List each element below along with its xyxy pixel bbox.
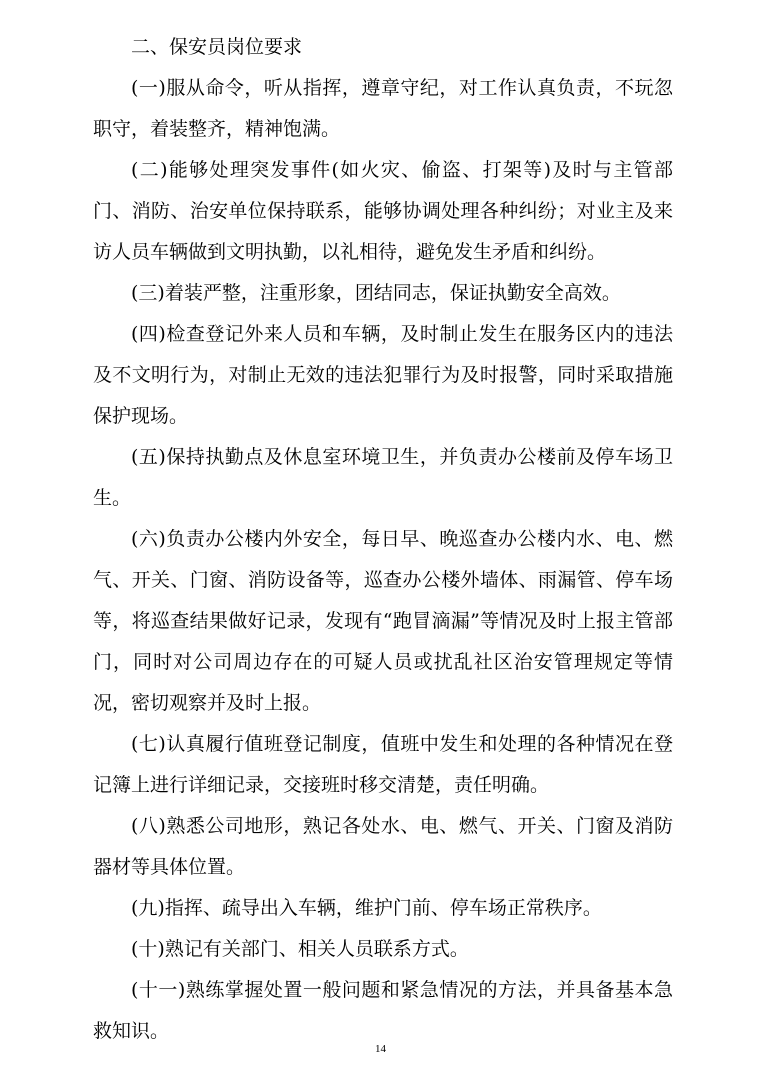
- requirement-item-5: (五)保持执勤点及休息室环境卫生，并负责办公楼前及停车场卫生。: [93, 446, 673, 509]
- section-title: 二、保安员岗位要求: [131, 36, 303, 58]
- requirement-item-2: (二)能够处理突发事件(如火灾、偷盗、打架等)及时与主管部门、消防、治安单位保持联系，能够协调处理各种纠纷；对业主及来访人员车辆做到文明执勤，以礼相待，避免发生矛盾和纠纷。: [93, 159, 673, 263]
- requirement-item-8: (八)熟悉公司地形，熟记各处水、电、燃气、开关、门窗及消防器材等具体位置。: [93, 815, 673, 878]
- requirement-item-11: (十一)熟练掌握处置一般问题和紧急情况的方法，并具备基本急救知识。: [93, 979, 673, 1042]
- requirement-item-9: (九)指挥、疏导出入车辆，维护门前、停车场正常秩序。: [131, 897, 602, 919]
- requirement-item-1: (一)服从命令，听从指挥，遵章守纪，对工作认真负责，不玩忽职守，着装整齐，精神饱满。: [93, 77, 673, 140]
- requirement-item-6: (六)负责办公楼内外安全，每日早、晚巡查办公楼内水、电、燃气、开关、门窗、消防设备等，巡查办公楼外墙体、雨漏管、停车场等，将巡查结果做好记录，发现有“跑冒滴漏”等情况及时上报主管部门，同时对公司周边存在的可疑人员或扰乱社区治安管理规定等情况，密切观察并及时上报。: [93, 528, 673, 714]
- requirement-item-7: (七)认真履行值班登记制度，值班中发生和处理的各种情况在登记簿上进行详细记录，交接班时移交清楚，责任明确。: [93, 733, 673, 796]
- requirement-item-3: (三)着装严整，注重形象，团结同志，保证执勤安全高效。: [131, 282, 621, 304]
- requirement-item-4: (四)检查登记外来人员和车辆，及时制止发生在服务区内的违法及不文明行为，对制止无效的违法犯罪行为及时报警，同时采取措施保护现场。: [93, 323, 673, 427]
- page-number: 14: [375, 1043, 386, 1055]
- requirement-item-10: (十)熟记有关部门、相关人员联系方式。: [131, 938, 469, 960]
- page-content: [93, 27, 673, 1052]
